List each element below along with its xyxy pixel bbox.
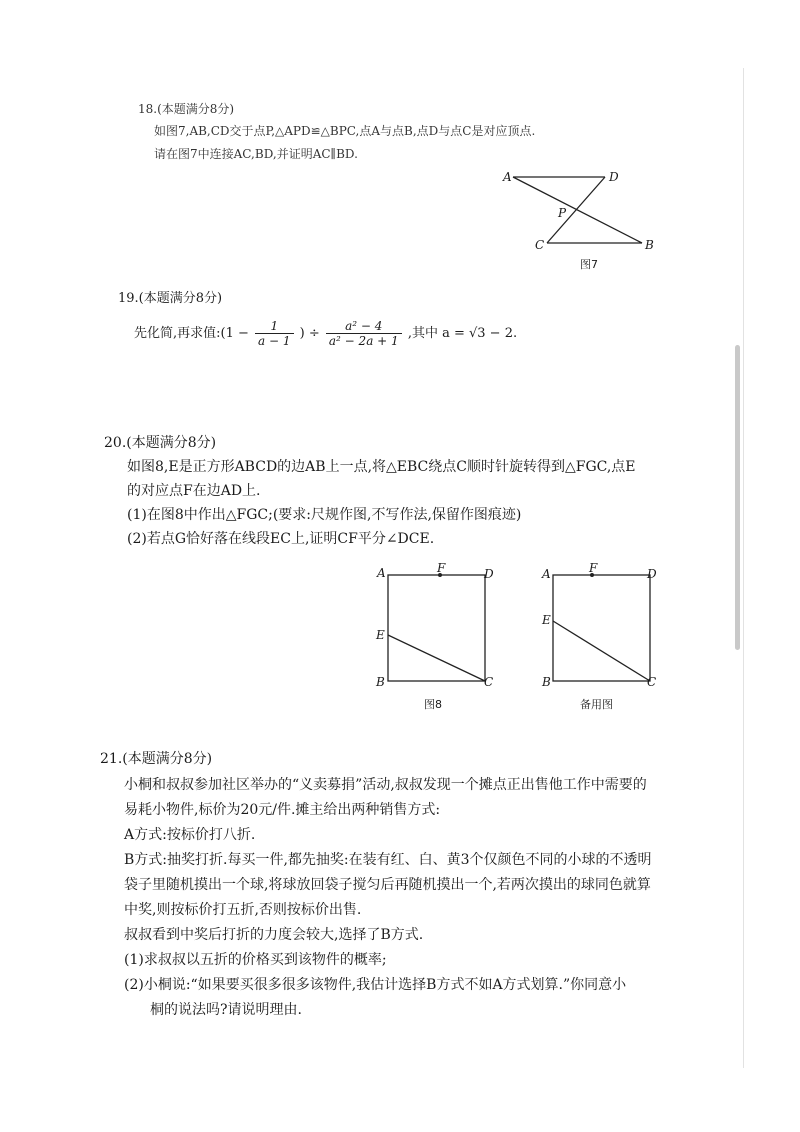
backup-point-d: D bbox=[647, 567, 657, 581]
backup-figure-caption: 备用图 bbox=[580, 698, 613, 711]
backup-point-b: B bbox=[542, 675, 551, 689]
q18-line1: 如图7,AB,CD交于点P,△APD≌△BPC,点A与点B,点D与点C是对应顶点. bbox=[154, 124, 536, 138]
scrollbar-track[interactable] bbox=[743, 68, 744, 1068]
q20-line1: 如图8,E是正方形ABCD的边AB上一点,将△EBC绕点C顺时针旋转得到△FGC,点E bbox=[127, 459, 636, 475]
q18-line2: 请在图7中连接AC,BD,并证明AC∥BD. bbox=[154, 147, 358, 161]
q19-frac1-numerator: 1 bbox=[255, 319, 293, 334]
q19-prefix: 先化简,再求值:(1 − bbox=[134, 326, 249, 341]
q21-line5: 袋子里随机摸出一个球,将球放回袋子搅匀后再随机摸出一个,若两次摸出的球同色就算 bbox=[124, 877, 651, 893]
q21-title: 21.(本题满分8分) bbox=[100, 751, 213, 767]
q21-part2-line2: 桐的说法吗?请说明理由. bbox=[150, 1002, 302, 1018]
q19-mid: ) ÷ bbox=[299, 326, 320, 341]
q19-fraction-2 bbox=[326, 319, 402, 348]
fig7-point-a: A bbox=[503, 170, 512, 184]
q21-line3: A方式:按标价打八折. bbox=[124, 827, 256, 843]
scrollbar-thumb[interactable] bbox=[735, 345, 740, 650]
q21-part1: (1)求叔叔以五折的价格买到该物件的概率; bbox=[124, 952, 387, 968]
q18-title: 18.(本题满分8分) bbox=[138, 102, 235, 116]
q20-line2: 的对应点F在边AD上. bbox=[127, 483, 261, 499]
fig8-point-e: E bbox=[376, 628, 385, 642]
figure-8-diagram bbox=[380, 565, 500, 695]
fig7-point-d: D bbox=[609, 170, 619, 184]
q21-line6: 中奖,则按标价打五折,否则按标价出售. bbox=[124, 902, 362, 918]
square-abcd bbox=[388, 575, 485, 681]
q19-suffix: ,其中 a = √3 − 2. bbox=[407, 326, 518, 341]
fig8-point-c: C bbox=[484, 675, 494, 689]
fig8-point-a: A bbox=[377, 566, 386, 580]
backup-point-f: F bbox=[589, 561, 598, 575]
backup-point-a: A bbox=[542, 567, 551, 581]
q21-line4: B方式:抽奖打折.每买一件,都先抽奖:在装有红、白、黄3个仅颜色不同的小球的不透明 bbox=[124, 852, 652, 868]
backup-point-e: E bbox=[542, 613, 551, 627]
fig8-point-f: F bbox=[437, 561, 446, 575]
q20-part1: (1)在图8中作出△FGC;(要求:尺规作图,不写作法,保留作图痕迹) bbox=[127, 507, 522, 523]
fig8-point-d: D bbox=[484, 567, 494, 581]
q19-frac1-denominator: a − 1 bbox=[258, 334, 291, 348]
q19-expression bbox=[134, 318, 517, 350]
q20-title: 20.(本题满分8分) bbox=[104, 435, 217, 451]
q21-line2: 易耗小物件,标价为20元/件.摊主给出两种销售方式: bbox=[124, 802, 441, 818]
q19-fraction-1 bbox=[255, 319, 293, 348]
backup-square-abcd bbox=[553, 575, 650, 681]
fig8-caption: 图8 bbox=[424, 698, 442, 711]
segment-DC bbox=[547, 177, 605, 243]
fig7-point-b: B bbox=[645, 238, 654, 252]
segment-AB bbox=[513, 177, 642, 243]
q21-line7: 叔叔看到中奖后打折的力度会较大,选择了B方式. bbox=[124, 927, 424, 943]
backup-point-c: C bbox=[647, 675, 657, 689]
fig7-caption: 图7 bbox=[580, 258, 598, 271]
q21-part2-line1: (2)小桐说:“如果要买很多很多该物件,我估计选择B方式不如A方式划算.”你同意小 bbox=[124, 977, 627, 993]
figure-7-diagram bbox=[490, 165, 670, 265]
q19-frac2-denominator: a² − 2a + 1 bbox=[328, 334, 399, 348]
fig8-point-b: B bbox=[376, 675, 385, 689]
q20-part2: (2)若点G恰好落在线段EC上,证明CF平分∠DCE. bbox=[127, 531, 435, 547]
segment-EC bbox=[388, 635, 485, 681]
q21-line1: 小桐和叔叔参加社区举办的“义卖募捐”活动,叔叔发现一个摊点正出售他工作中需要的 bbox=[124, 777, 647, 793]
backup-segment-EC bbox=[553, 621, 650, 681]
fig7-point-p: P bbox=[558, 206, 567, 220]
q19-title: 19.(本题满分8分) bbox=[118, 291, 223, 306]
fig7-point-c: C bbox=[535, 238, 545, 252]
q19-frac2-numerator: a² − 4 bbox=[326, 319, 402, 334]
